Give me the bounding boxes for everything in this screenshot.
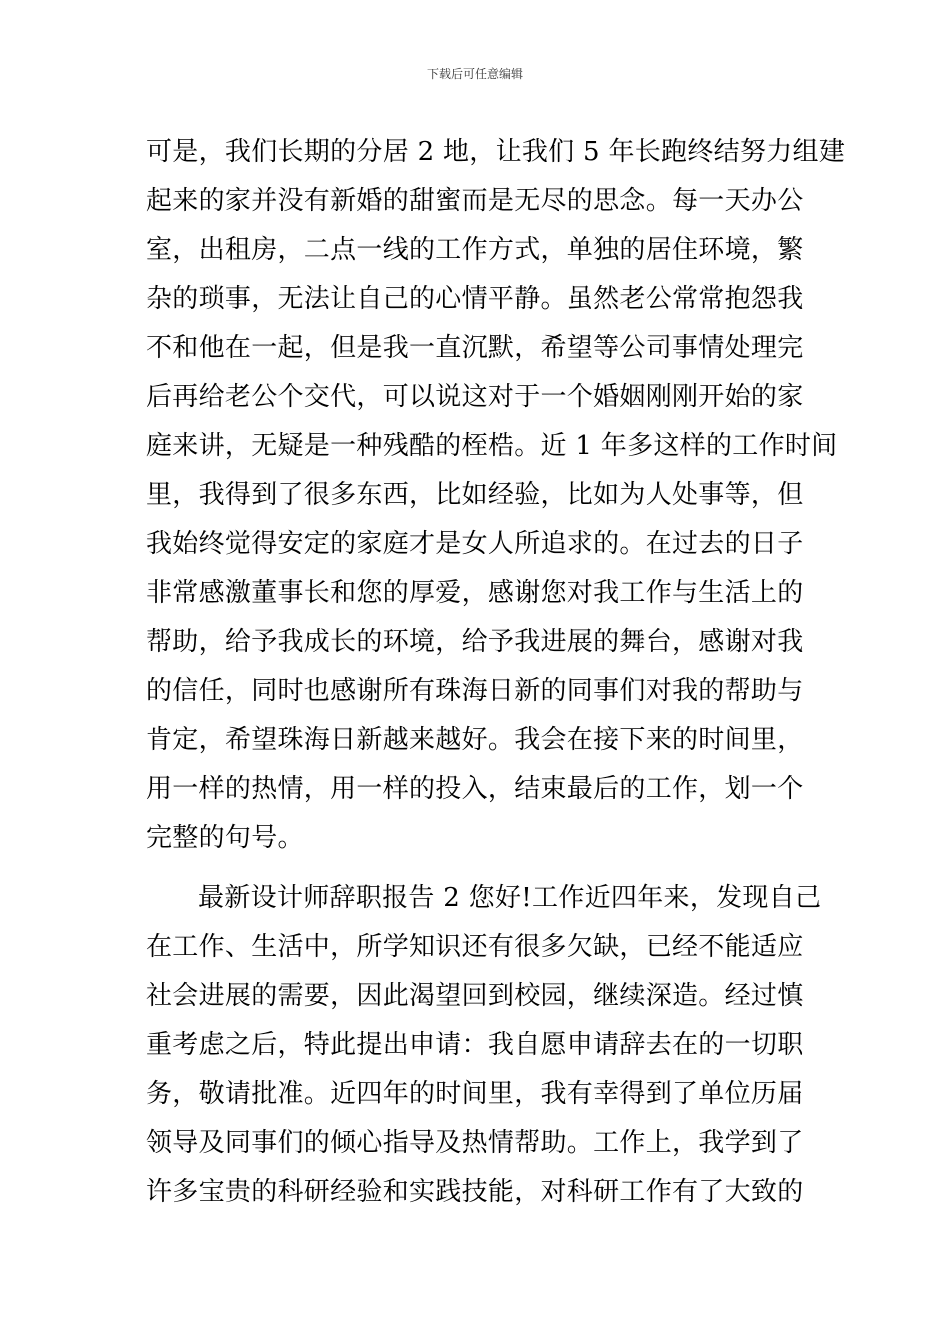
- text-line: 社会进展的需要，因此渴望回到校园，继续深造。经过慎: [146, 981, 804, 1011]
- text-line: 的信任，同时也感谢所有珠海日新的同事们对我的帮助与: [146, 676, 804, 706]
- text-line: 我始终觉得安定的家庭才是女人所追求的。在过去的日子: [146, 529, 804, 559]
- text-line: 室，出租房，二点一线的工作方式，单独的居住环境，繁: [146, 235, 804, 265]
- text-line: 用一样的热情，用一样的投入，结束最后的工作，划一个: [146, 774, 804, 804]
- text-line: 非常感激董事长和您的厚爱，感谢您对我工作与生活上的: [146, 578, 804, 608]
- paragraph-1: [146, 128, 846, 863]
- text-line: 完整的句号。: [146, 823, 304, 853]
- text-line: 起来的家并没有新婚的甜蜜而是无尽的思念。每一天办公: [146, 186, 804, 216]
- text-line: 重考虑之后，特此提出申请：我自愿申请辞去在的一切职: [146, 1030, 804, 1060]
- text-line: 帮助，给予我成长的环境，给予我进展的舞台，感谢对我: [146, 627, 804, 657]
- text-line: 肯定，希望珠海日新越来越好。我会在接下来的时间里，: [146, 725, 804, 755]
- text-line: 杂的琐事，无法让自己的心情平静。虽然老公常常抱怨我: [146, 284, 804, 314]
- text-line: 可是，我们长期的分居 2 地，让我们 5 年长跑终结努力组建: [146, 137, 846, 167]
- text-line: 庭来讲，无疑是一种残酷的桎梏。近 1 年多这样的工作时间: [146, 431, 838, 461]
- text-line: 在工作、生活中，所学知识还有很多欠缺，已经不能适应: [146, 932, 804, 962]
- text-line: 许多宝贵的科研经验和实践技能，对科研工作有了大致的: [146, 1177, 804, 1207]
- text-line-first: 最新设计师辞职报告 2 您好!工作近四年来，发现自己: [198, 883, 822, 913]
- text-line: 后再给老公个交代，可以说这对于一个婚姻刚刚开始的家: [146, 382, 804, 412]
- text-line: 不和他在一起，但是我一直沉默，希望等公司事情处理完: [146, 333, 804, 363]
- text-line: 领导及同事们的倾心指导及热情帮助。工作上，我学到了: [146, 1128, 804, 1158]
- paragraph-gap: [146, 863, 816, 874]
- text-line: 里，我得到了很多东西，比如经验，比如为人处事等，但: [146, 480, 804, 510]
- paragraph-2: [146, 874, 822, 1217]
- text-line: 务，敬请批准。近四年的时间里，我有幸得到了单位历届: [146, 1079, 804, 1109]
- page-header: 下载后可任意编辑: [426, 67, 523, 81]
- document-body: [146, 128, 846, 1217]
